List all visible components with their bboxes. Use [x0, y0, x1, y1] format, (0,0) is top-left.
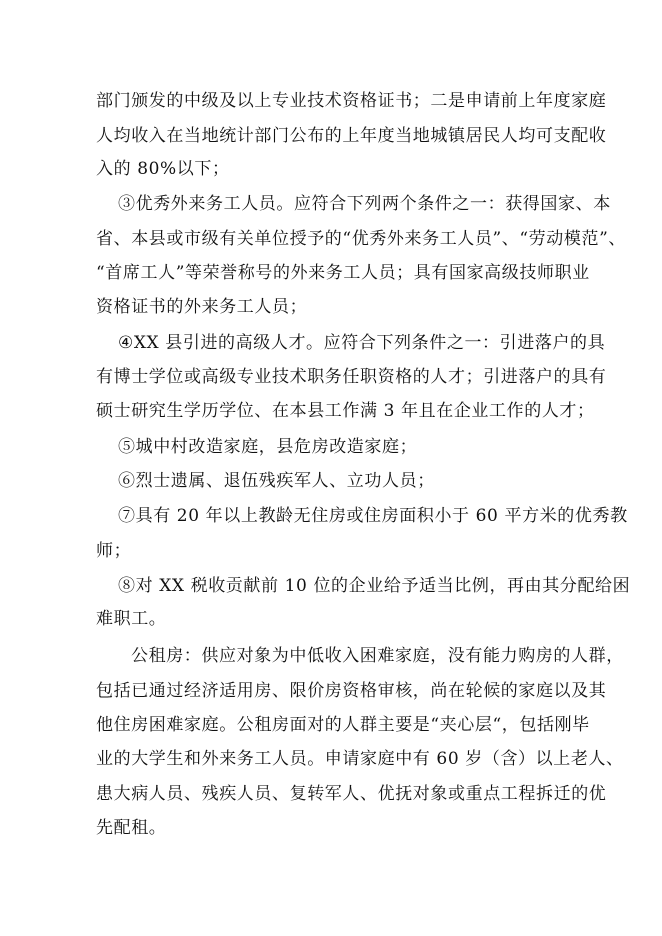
text-line: 省、本县或市级有关单位授予的“优秀外来务工人员”、“劳动模范”、 [96, 229, 626, 249]
text-line: 入的 80%以下； [96, 159, 230, 179]
text-line: 部门颁发的中级及以上专业技术资格证书；二是申请前上年度家庭 [96, 91, 607, 111]
text-line: 患大病人员、残疾人员、复转军人、优抚对象或重点工程拆迁的优 [96, 784, 607, 804]
text-line: 公租房：供应对象为中低收入困难家庭，没有能力购房的人群， [131, 646, 624, 666]
text-line: 业的大学生和外来务工人员。申请家庭中有 60 岁（含）以上老人、 [96, 749, 624, 769]
text-line: 包括已通过经济适用房、限价房资格审核，尚在轮候的家庭以及其 [96, 681, 607, 701]
text-line: 难职工。 [96, 609, 167, 629]
text-line: ⑤城中村改造家庭，县危房改造家庭； [118, 437, 418, 457]
text-line: 师； [96, 541, 132, 561]
text-line: ③优秀外来务工人员。应符合下列两个条件之一：获得国家、本 [118, 194, 611, 214]
text-line: ⑦具有 20 年以上教龄无住房或住房面积小于 60 平方米的优秀教 [118, 506, 628, 526]
text-line: 有博士学位或高级专业技术职务任职资格的人才；引进落户的具有 [96, 367, 607, 387]
text-line: ⑧对 XX 税收贡献前 10 位的企业给予适当比例，再由其分配给困 [118, 576, 631, 596]
text-line: ④XX 县引进的高级人才。应符合下列条件之一：引进落户的具 [118, 333, 606, 353]
text-line: ⑥烈士遗属、退伍残疾军人、立功人员； [118, 471, 435, 491]
text-line: 资格证书的外来务工人员； [96, 297, 308, 317]
text-line: 硕士研究生学历学位、在本县工作满 3 年且在企业工作的人才； [96, 401, 595, 421]
text-line: 他住房困难家庭。公租房面对的人群主要是“夹心层“，包括刚毕 [96, 715, 590, 735]
text-line: 人均收入在当地统计部门公布的上年度当地城镇居民人均可支配收 [96, 126, 607, 146]
text-line: 先配租。 [96, 818, 167, 838]
text-line: “首席工人”等荣誉称号的外来务工人员；具有国家高级技师职业 [96, 263, 590, 283]
